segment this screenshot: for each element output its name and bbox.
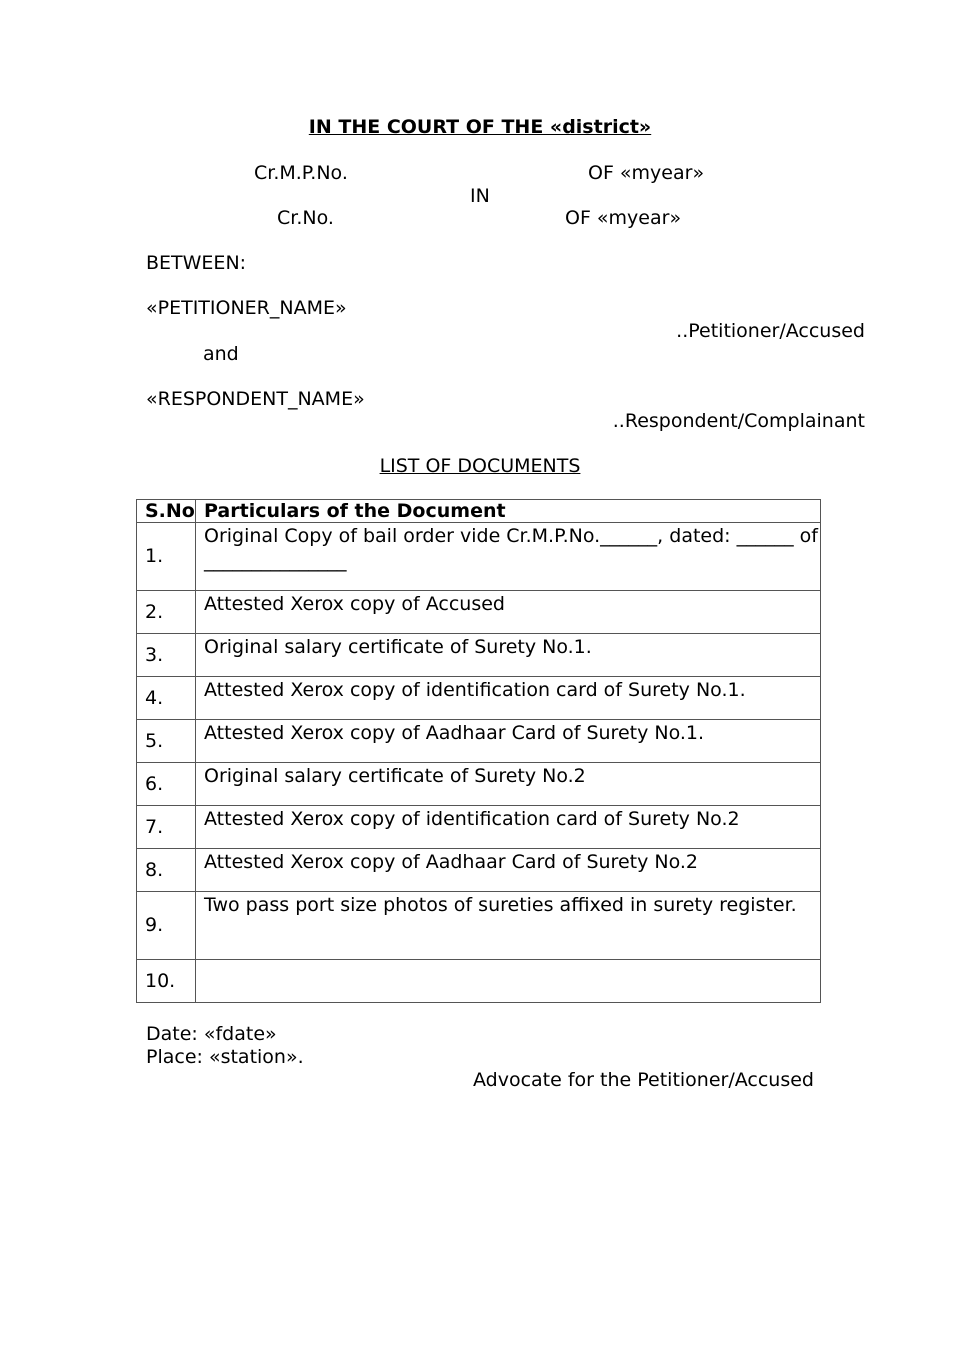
row-particulars: Attested Xerox copy of identification card of Surety No.2: [196, 806, 821, 849]
table-row: [137, 892, 821, 960]
cr-number-label: Cr.No.: [277, 207, 334, 229]
respondent-role: ..Respondent/Complainant: [612, 410, 865, 432]
table-row: [137, 523, 821, 591]
respondent-name: «RESPONDENT_NAME»: [146, 388, 365, 410]
table-row: [137, 720, 821, 763]
petitioner-name: «PETITIONER_NAME»: [146, 297, 347, 319]
header-sno: S.No: [137, 500, 196, 523]
table-row: [137, 634, 821, 677]
row-sno: 5.: [137, 720, 196, 763]
row-sno: 7.: [137, 806, 196, 849]
row-sno: 3.: [137, 634, 196, 677]
table-row: [137, 677, 821, 720]
place-line: Place: «station».: [146, 1046, 304, 1068]
row-sno: 1.: [137, 523, 196, 591]
row-sno: 8.: [137, 849, 196, 892]
table-row: [137, 960, 821, 1003]
between-label: BETWEEN:: [146, 252, 247, 274]
cr-year: OF «myear»: [565, 207, 682, 229]
row-particulars: Attested Xerox copy of Accused: [196, 591, 821, 634]
table-row: [137, 591, 821, 634]
row-particulars: [196, 960, 821, 1003]
court-heading: IN THE COURT OF THE «district»: [308, 116, 652, 138]
row-sno: 10.: [137, 960, 196, 1003]
row-particulars: Original salary certificate of Surety No.1.: [196, 634, 821, 677]
row-sno: 4.: [137, 677, 196, 720]
in-label: IN: [470, 185, 490, 207]
list-title: LIST OF DOCUMENTS: [379, 455, 581, 477]
row-particulars: Attested Xerox copy of Aadhaar Card of Surety No.2: [196, 849, 821, 892]
row-particulars: Original Copy of bail order vide Cr.M.P.No.______, dated: ______ of _______________: [196, 523, 821, 591]
row-particulars: Two pass port size photos of sureties affixed in surety register.: [196, 892, 821, 960]
and-label: and: [203, 343, 239, 365]
row-sno: 6.: [137, 763, 196, 806]
crmp-year: OF «myear»: [588, 162, 705, 184]
row-sno: 9.: [137, 892, 196, 960]
row-particulars: Attested Xerox copy of identification card of Surety No.1.: [196, 677, 821, 720]
table-row: [137, 849, 821, 892]
table-header-row: [137, 500, 821, 523]
header-particulars: Particulars of the Document: [196, 500, 821, 523]
row-particulars: Attested Xerox copy of Aadhaar Card of Surety No.1.: [196, 720, 821, 763]
row-particulars: Original salary certificate of Surety No.2: [196, 763, 821, 806]
crmp-number-label: Cr.M.P.No.: [254, 162, 348, 184]
table-row: [137, 763, 821, 806]
table-row: [137, 806, 821, 849]
date-line: Date: «fdate»: [146, 1023, 277, 1045]
documents-table: [136, 499, 821, 1003]
advocate-signature: Advocate for the Petitioner/Accused: [473, 1069, 814, 1091]
row-sno: 2.: [137, 591, 196, 634]
petitioner-role: ..Petitioner/Accused: [676, 320, 865, 342]
